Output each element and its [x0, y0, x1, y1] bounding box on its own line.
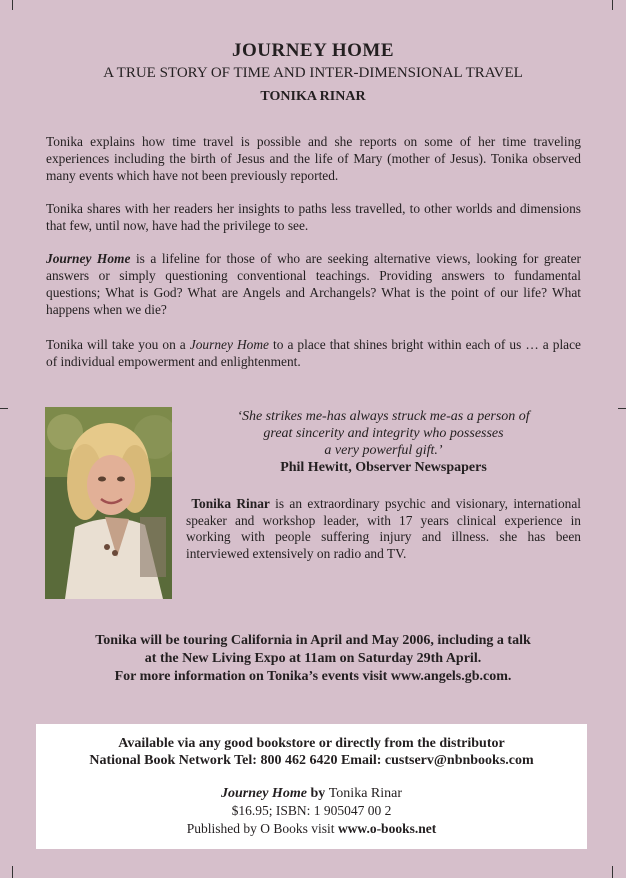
availability-text — [36, 735, 587, 769]
book-credit-title: Journey Home — [220, 786, 307, 801]
intro-paragraph-4 — [46, 336, 581, 370]
intro-paragraph-2: Tonika shares with her readers her insights to paths less travelled, to other worlds and dimensions that few, until now, have had the privilege to see. — [46, 201, 581, 233]
bio-text: is an extraordinary psychic and visionary, international speaker and workshop leader, with 17 years clinical experience in working with people suffering injury and illness. she has been interviewed extensively on radio and TV. — [186, 496, 582, 561]
inline-book-title: Journey Home — [46, 251, 131, 266]
book-author: TONIKA RINAR — [260, 89, 366, 104]
crop-mark — [12, 0, 13, 10]
book-credit — [36, 785, 587, 802]
paragraph-text: to a place that shines bright within each of us … a place of individual empowerment and enlightenment. — [46, 337, 581, 369]
price-isbn: $16.95; ISBN: 1 905047 00 2 — [231, 803, 392, 818]
book-subtitle: A TRUE STORY OF TIME AND INTER-DIMENSIONAL TRAVEL — [103, 65, 523, 81]
paragraph-text: is a lifeline for those of who are seeking alternative views, looking for greater answers or simply questioning conventional teachings. Providing answers to fundamental questions; What is God? What are Angels and Archangels? What is the point of our life? What happens when we die? — [46, 251, 581, 317]
order-info-box — [36, 724, 587, 849]
tour-line: at the New Living Expo at 11am on Saturday 29th April. — [144, 651, 482, 666]
crop-mark — [612, 0, 613, 10]
inline-book-title: Journey Home — [189, 337, 269, 352]
tour-announcement — [0, 632, 626, 686]
tour-line: Tonika will be touring California in April and May 2006, including a talk — [95, 633, 531, 648]
bio-author-name: Tonika Rinar — [191, 496, 270, 511]
author-bio — [186, 496, 581, 562]
quote-line: great sincerity and integrity who possesses — [263, 426, 504, 441]
testimonial-quote — [186, 408, 581, 476]
paragraph-text: Tonika will take you on a — [46, 337, 190, 352]
book-title: JOURNEY HOME — [231, 40, 395, 61]
quote-attribution: Phil Hewitt, Observer Newspapers — [280, 460, 487, 475]
quote-line: ‘She strikes me-has always struck me-as a person of — [237, 409, 530, 424]
author-photo — [45, 407, 172, 599]
publisher-text: Published by O Books visit — [186, 821, 338, 836]
book-credit-by: by — [306, 786, 329, 801]
distributor-contact: National Book Network Tel: 800 462 6420 Email: custserv@nbnbooks.com — [89, 753, 534, 768]
header — [0, 40, 626, 106]
crop-mark — [618, 408, 626, 409]
availability-line: Available via any good bookstore or directly from the distributor — [118, 736, 505, 751]
book-credit-author: Tonika Rinar — [328, 786, 403, 801]
crop-mark — [12, 866, 13, 878]
publisher-line — [36, 820, 587, 838]
tour-line: For more information on Tonika’s events visit www.angels.gb.com. — [114, 669, 512, 684]
intro-paragraph-3 — [46, 250, 581, 318]
quote-line: a very powerful gift.’ — [324, 443, 443, 458]
intro-paragraph-1: Tonika explains how time travel is possible and she reports on some of her time traveling experiences including the birth of Jesus and the life of Mary (mother of Jesus). Tonika observed many events which have not been previously reported. — [46, 134, 581, 183]
crop-mark — [0, 408, 8, 409]
crop-mark — [612, 866, 613, 878]
publisher-url: www.o-books.net — [337, 821, 437, 836]
